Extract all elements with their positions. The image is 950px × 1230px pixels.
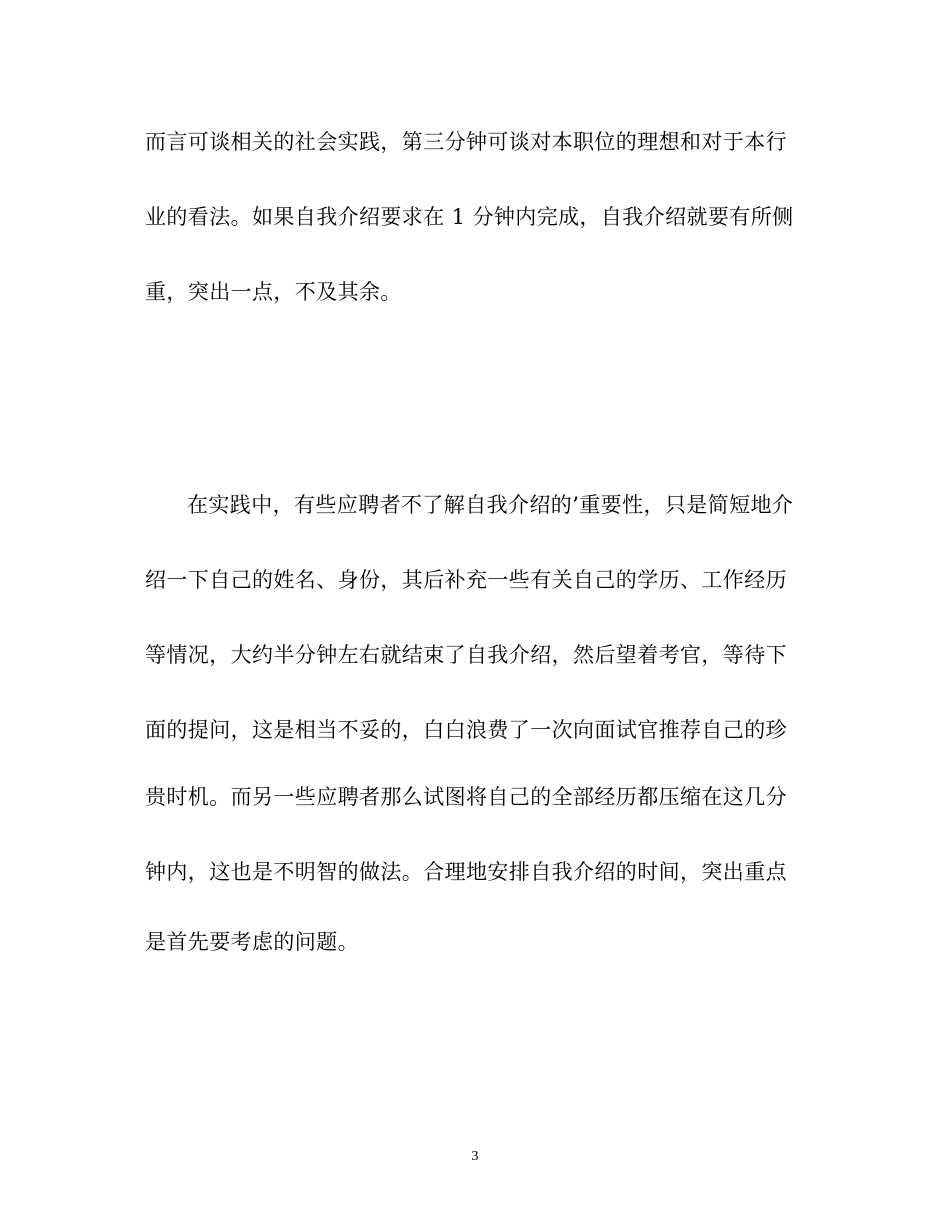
paragraph-line: 业的看法。如果自我介绍要求在 1 分钟内完成，自我介绍就要有所侧 [145,205,794,229]
paragraph-line: 是首先要考虑的问题。 [145,930,359,954]
paragraph-line: 钟内，这也是不明智的做法。合理地安排自我介绍的时间，突出重点 [145,860,787,884]
paragraph-line: 绍一下自己的姓名、身份，其后补充一些有关自己的学历、工作经历 [145,568,787,592]
paragraph-line: 等情况，大约半分钟左右就结束了自我介绍，然后望着考官，等待下 [145,643,787,667]
paragraph-line: 贵时机。而另一些应聘者那么试图将自己的全部经历都压缩在这几分 [145,785,787,809]
paragraph-line: 而言可谈相关的社会实践，第三分钟可谈对本职位的理想和对于本行 [145,130,787,154]
paragraph-line: 面的提问，这是相当不妥的，白白浪费了一次向面试官推荐自己的珍 [145,718,787,742]
paragraph-line: 重，突出一点，不及其余。 [145,280,402,304]
page-number: 3 [471,1149,479,1164]
paragraph-line: 在实践中，有些应聘者不了解自我介绍的’重要性，只是简短地介 [187,493,794,517]
